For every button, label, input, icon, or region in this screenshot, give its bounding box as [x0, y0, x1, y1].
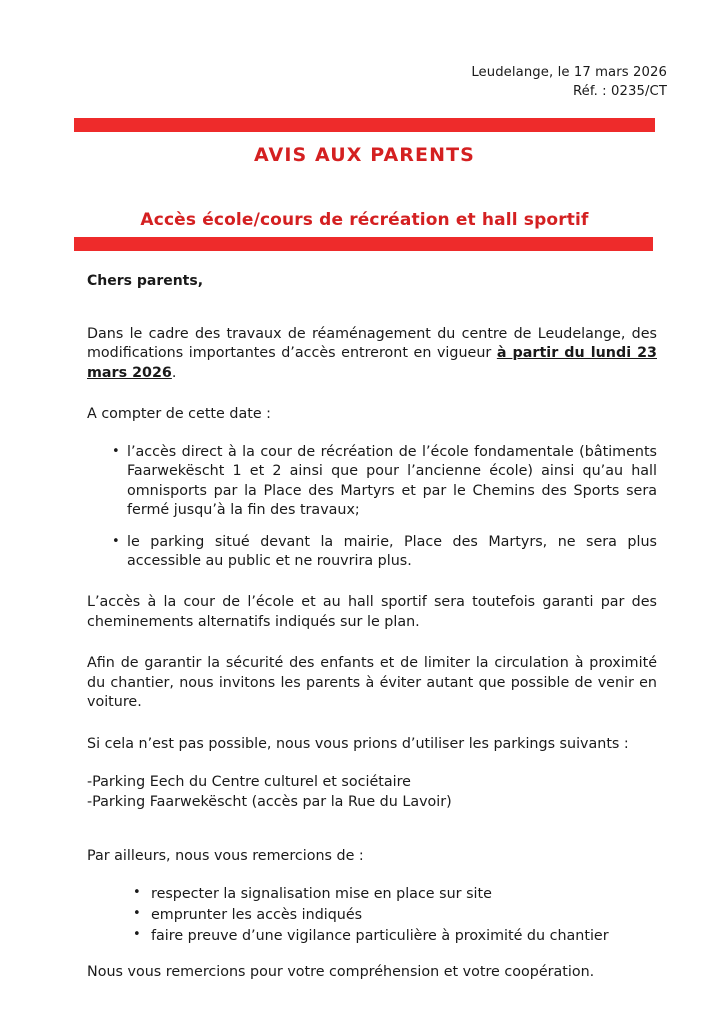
page-subtitle: Accès école/cours de récréation et hall sportif	[140, 210, 589, 230]
document-body	[87, 272, 657, 983]
alternative-access-paragraph: L’accès à la cour de l’école et au hall sportif sera toutefois garanti par des cheminements alternatifs indiqués sur le plan.	[87, 594, 657, 630]
title-rule-top	[74, 118, 655, 132]
list-item: • le parking situé devant la mairie, Place des Martyrs, ne sera plus accessible au public et ne rouvrira plus.	[87, 533, 657, 572]
requests-lead-in: Par ailleurs, nous vous remercions de :	[87, 847, 364, 864]
measures-list	[87, 443, 657, 572]
safety-paragraph: Afin de garantir la sécurité des enfants et de limiter la circulation à proximité du chantier, nous invitons les parents à éviter autant que possible de venir en voiture.	[87, 655, 657, 711]
closing-paragraph: Nous vous remercions pour votre compréhension et votre coopération.	[87, 964, 595, 981]
parking-lead-in: Si cela n’est pas possible, nous vous prions d’utiliser les parkings suivants :	[87, 735, 629, 752]
requests-list	[87, 884, 657, 946]
parking-option: -Parking Eech du Centre culturel et sociétaire	[87, 774, 411, 791]
document-header	[471, 64, 667, 101]
intro-emphasis: à partir du lundi 23 mars 2026	[87, 345, 657, 381]
intro-text-after: .	[171, 364, 177, 381]
list-item: • faire preuve d’une vigilance particulière à proximité du chantier	[87, 926, 657, 947]
place-and-date: Leudelange, le 17 mars 2026	[471, 65, 667, 80]
intro-paragraph	[87, 325, 657, 383]
salutation: Chers parents,	[87, 273, 204, 289]
reference-number: Réf. : 0235/CT	[572, 83, 667, 99]
title-rule-bottom	[74, 237, 653, 251]
intro-text-before: Dans le cadre des travaux de réaménagement du centre de Leudelange, des modifications importantes d’accès entreront en vigueur	[87, 326, 657, 362]
page-title: AVIS AUX PARENTS	[254, 144, 475, 166]
list-item: • emprunter les accès indiqués	[87, 905, 657, 926]
parking-option: -Parking Faarwekëscht (accès par la Rue du Lavoir)	[87, 794, 452, 811]
list-item: • l’accès direct à la cour de récréation de l’école fondamentale (bâtiments Faarwekëscht 1 et 2 ainsi que pour l’ancienne école) ainsi qu’au hall omnisports par la Place des Martyrs et par le Chemins des Sports sera fermé jusqu’à la fin des travaux;	[87, 443, 657, 521]
date-lead-in: A compter de cette date :	[87, 406, 271, 423]
list-item: • respecter la signalisation mise en place sur site	[87, 884, 657, 905]
